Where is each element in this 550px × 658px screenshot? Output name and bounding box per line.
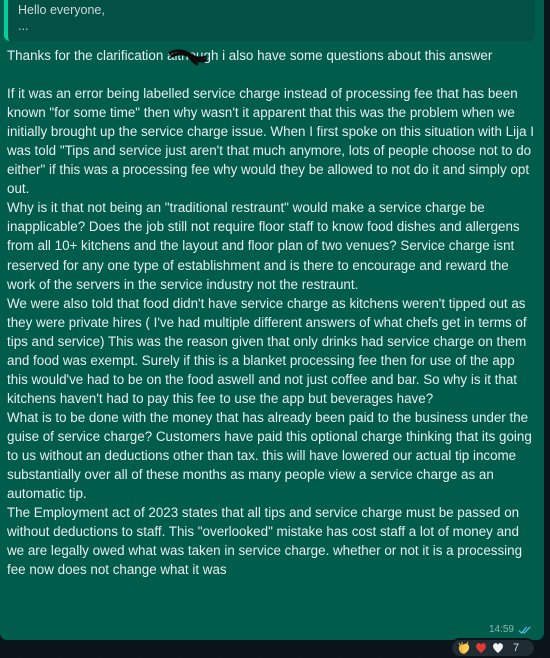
redaction-scribble [167, 47, 209, 67]
reactions-pill[interactable] [450, 638, 536, 658]
quoted-message-line: Hello everyone, [18, 3, 105, 17]
white-heart-icon [491, 641, 505, 655]
clapping-hands-icon [457, 641, 471, 655]
quoted-message-ellipsis: ... [18, 19, 29, 33]
message-timestamp: 14:59 [488, 624, 514, 635]
quoted-message[interactable] [4, 0, 535, 41]
red-heart-icon [474, 641, 488, 655]
read-receipt-icon [518, 625, 532, 635]
message-meta [489, 624, 532, 636]
reaction-count: 7 [513, 642, 520, 654]
message-text: Thanks for the clarification although i also have some questions about this answer If it was an error being labelled service charge instead of processing fee that has been known "for some time" then why wasn't it apparent that this was the problem when we initially brought up the service charge issue. When I first spoke on this situation with Lija I was told "Tips and service just aren't that much anymore, lots of people choose not to do either" if this was a processing fee why would they be allowed to not do it and simply opt out. Why is it that not being an "traditional restraunt" would make a service charge be inapplicable? Does the job still not require floor staff to know food dishes and allergens from all 10+ kitchens and the layout and floor plan of two venues? Service charge isnt reserved for any one type of establishment and is there to encourage and reward the work of the servers in the service industry not the restraunt. We were also told that food didn't have service charge as kitchens weren't tipped out as they were private hires ( I've had multiple different answers of what chefs get in terms of tips and service) This was the reason given that only drinks had service charge on them and food was exempt. Surely if this is a blanket processing fee then for use of the app this would've had to be on the food aswell and not just coffee and bar. So why is it that kitchens haven't had to pay this fee to use the app but beverages have? What is to be done with the money that has already been paid to the business under the guise of service charge? Customers have paid this optional charge thinking that its going to us without an deductions other than tax. this will have lowered our actual tip income substantially over all of these months as many people view a service charge as an automatic tip. The Employment act of 2023 states that all tips and service charge must be passed on without deductions to staff. This "overlooked" mistake has cost staff a lot of money and we are legally owed what was taken in service charge. whether or not it is a processing fee now does not change what it was [7, 48, 534, 578]
